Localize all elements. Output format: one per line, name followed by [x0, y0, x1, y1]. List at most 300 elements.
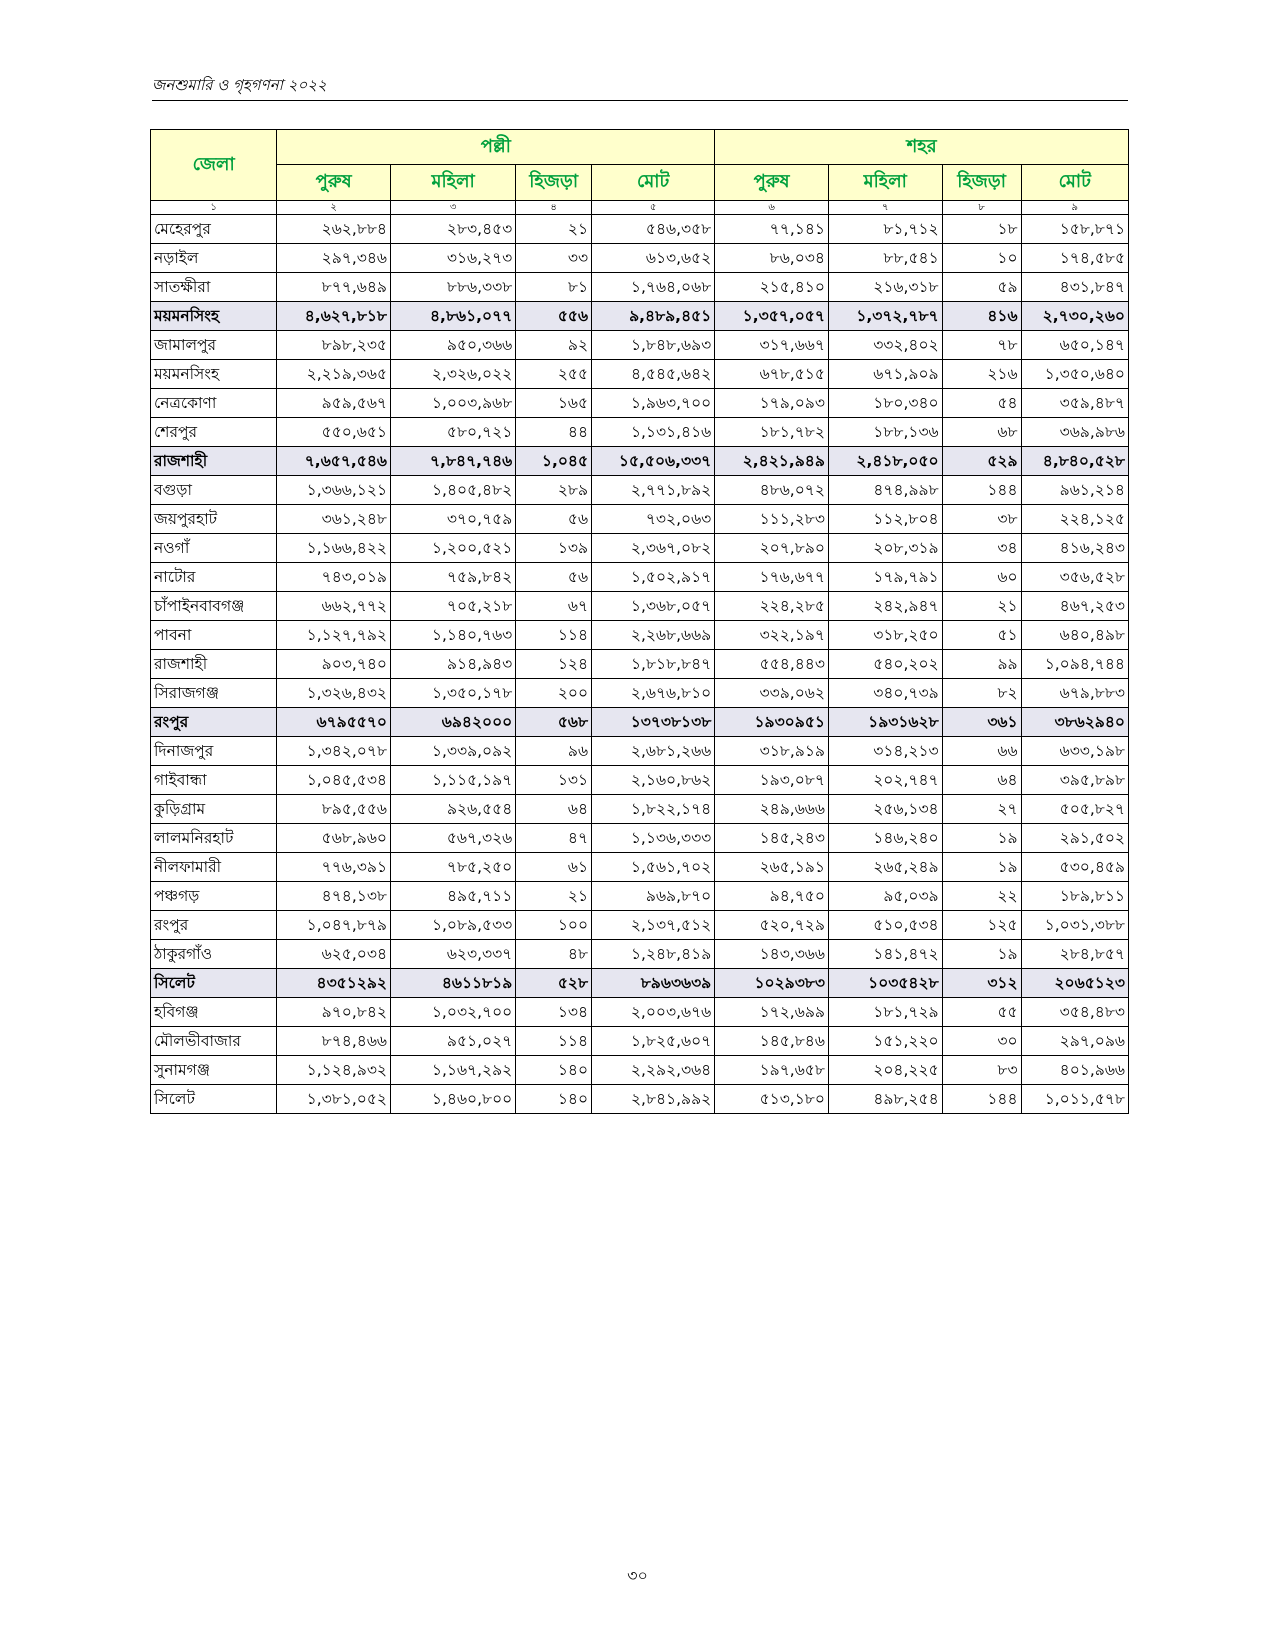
value-cell: ৯৬: [516, 737, 592, 766]
value-cell: ৮৮৬,৩৩৮: [391, 273, 516, 302]
value-cell: ১,২৪৮,৪১৯: [592, 940, 715, 969]
value-cell: ২,১৩৭,৫১২: [592, 911, 715, 940]
value-cell: ৭,৮৪৭,৭৪৬: [391, 447, 516, 476]
value-cell: ৮৯৬৩৬৩৯: [592, 969, 715, 998]
district-name: নীলফামারী: [151, 853, 277, 882]
district-name: লালমনিরহাট: [151, 824, 277, 853]
value-cell: ৩১২: [942, 969, 1021, 998]
value-cell: ২০৮,৩১৯: [828, 534, 942, 563]
value-cell: ১৭৪,৫৮৫: [1021, 244, 1128, 273]
district-name: নাটোর: [151, 563, 277, 592]
district-row: [151, 592, 1129, 621]
value-cell: ১৪০: [516, 1056, 592, 1085]
value-cell: ২,১৬০,৮৬২: [592, 766, 715, 795]
district-row: [151, 360, 1129, 389]
value-cell: ১৮১,৭৮২: [715, 418, 829, 447]
value-cell: ২২৪,১২৫: [1021, 505, 1128, 534]
value-cell: ১১১,২৮৩: [715, 505, 829, 534]
value-cell: ১,৩৩৯,০৯২: [391, 737, 516, 766]
value-cell: ২,৪১৮,০৫০: [828, 447, 942, 476]
district-row: [151, 766, 1129, 795]
value-cell: ২৬২,৮৮৪: [277, 215, 391, 244]
value-cell: ১,০৮৯,৫৩৩: [391, 911, 516, 940]
value-cell: ৫৫: [942, 998, 1021, 1027]
column-number: ৫: [592, 201, 715, 215]
value-cell: ১৪৫,২৪৩: [715, 824, 829, 853]
division-row: [151, 969, 1129, 998]
value-cell: ৭৮: [942, 331, 1021, 360]
value-cell: ২,৮৪১,৯৯২: [592, 1085, 715, 1114]
value-cell: ৬৬২,৭৭২: [277, 592, 391, 621]
value-cell: ১,১১৫,১৯৭: [391, 766, 516, 795]
column-number-row: [151, 201, 1129, 215]
value-cell: ১৪৫,৮৪৬: [715, 1027, 829, 1056]
value-cell: ৪৯৫,৭১১: [391, 882, 516, 911]
col-header-rural-hijra: হিজড়া: [516, 165, 592, 201]
value-cell: ৯৫০,৩৬৬: [391, 331, 516, 360]
column-number: ৮: [942, 201, 1021, 215]
district-row: [151, 244, 1129, 273]
value-cell: ২,৩২৬,০২২: [391, 360, 516, 389]
value-cell: ২,৬৮১,২৬৬: [592, 737, 715, 766]
value-cell: ১,০১১,৫৭৮: [1021, 1085, 1128, 1114]
value-cell: ১১৪: [516, 1027, 592, 1056]
value-cell: ১৯৩,০৮৭: [715, 766, 829, 795]
value-cell: ১৪৪: [942, 1085, 1021, 1114]
value-cell: ১১৪: [516, 621, 592, 650]
value-cell: ৪,৬২৭,৮১৮: [277, 302, 391, 331]
value-cell: ১৮০,৩৪০: [828, 389, 942, 418]
value-cell: ১,০৪৫: [516, 447, 592, 476]
value-cell: ১,৫৬১,৭০২: [592, 853, 715, 882]
value-cell: ৩৬১: [942, 708, 1021, 737]
col-header-urban-total: মোট: [1021, 165, 1128, 201]
division-row: [151, 708, 1129, 737]
value-cell: ৯৪,৭৫০: [715, 882, 829, 911]
district-name: নেত্রকোণা: [151, 389, 277, 418]
value-cell: ৮৭৪,৪৬৬: [277, 1027, 391, 1056]
district-name: পঞ্চগড়: [151, 882, 277, 911]
value-cell: ৯৯: [942, 650, 1021, 679]
value-cell: ৩৮: [942, 505, 1021, 534]
col-header-urban-male: পুরুষ: [715, 165, 829, 201]
value-cell: ৬২৫,০৩৪: [277, 940, 391, 969]
column-number: ৪: [516, 201, 592, 215]
district-row: [151, 911, 1129, 940]
value-cell: ৬৩৩,১৯৮: [1021, 737, 1128, 766]
col-header-rural-male: পুরুষ: [277, 165, 391, 201]
value-cell: ২৯৭,৩৪৬: [277, 244, 391, 273]
value-cell: ৬৫০,১৪৭: [1021, 331, 1128, 360]
district-row: [151, 1085, 1129, 1114]
value-cell: ৫৬: [516, 563, 592, 592]
value-cell: ৩৩৯,০৬২: [715, 679, 829, 708]
column-number: ৯: [1021, 201, 1128, 215]
value-cell: ২১৬,৩১৮: [828, 273, 942, 302]
value-cell: ১০৩৫৪২৮: [828, 969, 942, 998]
value-cell: ১০০: [516, 911, 592, 940]
value-cell: ৫৫৪,৪৪৩: [715, 650, 829, 679]
value-cell: ১,১২৭,৭৯২: [277, 621, 391, 650]
value-cell: ৫৬৭,৩২৬: [391, 824, 516, 853]
value-cell: ১,৫০২,৯১৭: [592, 563, 715, 592]
value-cell: ৩৩: [516, 244, 592, 273]
value-cell: ২১৬: [942, 360, 1021, 389]
district-name: ময়মনসিংহ: [151, 360, 277, 389]
district-row: [151, 331, 1129, 360]
district-name: মৌলভীবাজার: [151, 1027, 277, 1056]
value-cell: ১,৮১৮,৮৪৭: [592, 650, 715, 679]
value-cell: ২৫৬,১৩৪: [828, 795, 942, 824]
column-number: ২: [277, 201, 391, 215]
value-cell: ৪,৮৪০,৫২৮: [1021, 447, 1128, 476]
value-cell: ১৯: [942, 824, 1021, 853]
value-cell: ৩২২,১৯৭: [715, 621, 829, 650]
district-row: [151, 621, 1129, 650]
value-cell: ৯৬১,২১৪: [1021, 476, 1128, 505]
value-cell: ১,১৩৬,৩৩৩: [592, 824, 715, 853]
value-cell: ৩৪০,৭৩৯: [828, 679, 942, 708]
value-cell: ৬৭৯৫৫৭০: [277, 708, 391, 737]
value-cell: ৮৭৭,৬৪৯: [277, 273, 391, 302]
value-cell: ৪৭৪,৯৯৮: [828, 476, 942, 505]
value-cell: ১৫১,২২০: [828, 1027, 942, 1056]
value-cell: ৫৬: [516, 505, 592, 534]
value-cell: ৪৩১,৮৪৭: [1021, 273, 1128, 302]
group-header-rural: পল্লী: [277, 130, 715, 165]
value-cell: ৩৫৪,৪৮৩: [1021, 998, 1128, 1027]
value-cell: ৬২৩,৩৩৭: [391, 940, 516, 969]
value-cell: ২১৫,৪১০: [715, 273, 829, 302]
value-cell: ৬০: [942, 563, 1021, 592]
value-cell: ২৫৫: [516, 360, 592, 389]
value-cell: ৫২০,৭২৯: [715, 911, 829, 940]
division-name: রাজশাহী: [151, 447, 277, 476]
district-header: জেলা: [151, 130, 277, 201]
value-cell: ২,২৯২,৩৬৪: [592, 1056, 715, 1085]
value-cell: ১,০৪৭,৮৭৯: [277, 911, 391, 940]
value-cell: ১৯৭,৬৫৮: [715, 1056, 829, 1085]
value-cell: ৬৭: [516, 592, 592, 621]
district-row: [151, 505, 1129, 534]
district-row: [151, 1027, 1129, 1056]
value-cell: ৪৬১১৮১৯: [391, 969, 516, 998]
value-cell: ৯৬৯,৮৭০: [592, 882, 715, 911]
value-cell: ১,৮৪৮,৬৯৩: [592, 331, 715, 360]
value-cell: ১৭৬,৬৭৭: [715, 563, 829, 592]
value-cell: ৪৩৫১২৯২: [277, 969, 391, 998]
value-cell: ৩৫৯,৪৮৭: [1021, 389, 1128, 418]
value-cell: ২৪২,৯৪৭: [828, 592, 942, 621]
value-cell: ২৬৫,২৪৯: [828, 853, 942, 882]
value-cell: ৮৯৫,৫৫৬: [277, 795, 391, 824]
district-name: শেরপুর: [151, 418, 277, 447]
header-rule: [152, 100, 1128, 101]
district-name: রংপুর: [151, 911, 277, 940]
value-cell: ৮১: [516, 273, 592, 302]
value-cell: ১,৭৬৪,০৬৮: [592, 273, 715, 302]
value-cell: ১৭৯,০৯৩: [715, 389, 829, 418]
district-name: গাইবান্ধা: [151, 766, 277, 795]
value-cell: ৬১: [516, 853, 592, 882]
value-cell: ৬১৩,৬৫২: [592, 244, 715, 273]
value-cell: ৩১৮,২৫০: [828, 621, 942, 650]
division-name: সিলেট: [151, 969, 277, 998]
value-cell: ৭,৬৫৭,৫৪৬: [277, 447, 391, 476]
value-cell: ৫২৯: [942, 447, 1021, 476]
value-cell: ১৯৩১৬২৮: [828, 708, 942, 737]
value-cell: ১,৩৪২,০৭৮: [277, 737, 391, 766]
value-cell: ৭৮৫,২৫০: [391, 853, 516, 882]
district-row: [151, 824, 1129, 853]
division-name: ময়মনসিংহ: [151, 302, 277, 331]
value-cell: ১৮১,৭২৯: [828, 998, 942, 1027]
value-cell: ৭৫৯,৮৪২: [391, 563, 516, 592]
value-cell: ৫১: [942, 621, 1021, 650]
value-cell: ৯১৪,৯৪৩: [391, 650, 516, 679]
value-cell: ৪১৬,২৪৩: [1021, 534, 1128, 563]
district-name: চাঁপাইনবাবগঞ্জ: [151, 592, 277, 621]
value-cell: ৩৩২,৪০২: [828, 331, 942, 360]
value-cell: ১,৪৬০,৮০০: [391, 1085, 516, 1114]
value-cell: ১,৩৭২,৭৮৭: [828, 302, 942, 331]
value-cell: ১৪১,৪৭২: [828, 940, 942, 969]
value-cell: ৯৫৯,৫৬৭: [277, 389, 391, 418]
value-cell: ৪৮৬,০৭২: [715, 476, 829, 505]
district-row: [151, 737, 1129, 766]
value-cell: ৩৫৬,৫২৮: [1021, 563, 1128, 592]
value-cell: ৩০: [942, 1027, 1021, 1056]
value-cell: ৮২: [942, 679, 1021, 708]
value-cell: ৫৩০,৪৫৯: [1021, 853, 1128, 882]
district-name: পাবনা: [151, 621, 277, 650]
value-cell: ১,০০৩,৯৬৮: [391, 389, 516, 418]
value-cell: ১৩৯: [516, 534, 592, 563]
value-cell: ১,৩৮১,০৫২: [277, 1085, 391, 1114]
group-header-urban: শহর: [715, 130, 1129, 165]
value-cell: ২৪৯,৬৬৬: [715, 795, 829, 824]
value-cell: ২২৪,২৮৫: [715, 592, 829, 621]
district-name: নওগাঁ: [151, 534, 277, 563]
column-number: ৭: [828, 201, 942, 215]
value-cell: ২,৪২১,৯৪৯: [715, 447, 829, 476]
value-cell: ৫৬৮: [516, 708, 592, 737]
value-cell: ২৯১,৫০২: [1021, 824, 1128, 853]
value-cell: ১০২৯৩৮৩: [715, 969, 829, 998]
value-cell: ১,০৪৫,৫৩৪: [277, 766, 391, 795]
value-cell: ৩১৬,২৭৩: [391, 244, 516, 273]
value-cell: ৫৫০,৬৫১: [277, 418, 391, 447]
value-cell: ২৬৫,১৯১: [715, 853, 829, 882]
value-cell: ১৯: [942, 940, 1021, 969]
value-cell: ৪৪: [516, 418, 592, 447]
district-row: [151, 389, 1129, 418]
value-cell: ৬৭৯,৮৮৩: [1021, 679, 1128, 708]
district-row: [151, 215, 1129, 244]
value-cell: ৬৯৪২০০০: [391, 708, 516, 737]
value-cell: ২৯৭,০৯৬: [1021, 1027, 1128, 1056]
value-cell: ১৭৯,৭৯১: [828, 563, 942, 592]
value-cell: ১,১৪০,৭৬৩: [391, 621, 516, 650]
value-cell: ২,৬৭৬,৮১০: [592, 679, 715, 708]
district-row: [151, 534, 1129, 563]
value-cell: ১৪০: [516, 1085, 592, 1114]
value-cell: ৫৪০,২০২: [828, 650, 942, 679]
value-cell: ২,০০৩,৬৭৬: [592, 998, 715, 1027]
value-cell: ২০০: [516, 679, 592, 708]
value-cell: ৩৮৬২৯৪০: [1021, 708, 1128, 737]
value-cell: ৫২৮: [516, 969, 592, 998]
value-cell: ৩৪: [942, 534, 1021, 563]
value-cell: ৭৭৬,৩৯১: [277, 853, 391, 882]
division-name: রংপুর: [151, 708, 277, 737]
district-name: দিনাজপুর: [151, 737, 277, 766]
value-cell: ২১: [516, 882, 592, 911]
value-cell: ১৪৪: [942, 476, 1021, 505]
value-cell: ৫৯: [942, 273, 1021, 302]
district-name: সিরাজগঞ্জ: [151, 679, 277, 708]
value-cell: ২১: [942, 592, 1021, 621]
value-cell: ২,৭৩০,২৬০: [1021, 302, 1128, 331]
value-cell: ২২: [942, 882, 1021, 911]
district-name: মেহেরপুর: [151, 215, 277, 244]
value-cell: ৪৯৮,২৫৪: [828, 1085, 942, 1114]
value-cell: ৫৮০,৭২১: [391, 418, 516, 447]
district-row: [151, 940, 1129, 969]
value-cell: ৯,৪৮৯,৪৫১: [592, 302, 715, 331]
district-name: নড়াইল: [151, 244, 277, 273]
value-cell: ৫৫৬: [516, 302, 592, 331]
value-cell: ৫৪: [942, 389, 1021, 418]
value-cell: ৯০৩,৭৪০: [277, 650, 391, 679]
value-cell: ২০৭,৮৯০: [715, 534, 829, 563]
district-row: [151, 1056, 1129, 1085]
column-number: ৩: [391, 201, 516, 215]
col-header-urban-hijra: হিজড়া: [942, 165, 1021, 201]
value-cell: ১১২,৮০৪: [828, 505, 942, 534]
value-cell: ১,২০০,৫২১: [391, 534, 516, 563]
value-cell: ৪১৬: [942, 302, 1021, 331]
division-row: [151, 302, 1129, 331]
value-cell: ১৯: [942, 853, 1021, 882]
value-cell: ৩৯৫,৮৯৮: [1021, 766, 1128, 795]
value-cell: ১,১২৪,৯৩২: [277, 1056, 391, 1085]
value-cell: ৩১৮,৯১৯: [715, 737, 829, 766]
value-cell: ২০২,৭৪৭: [828, 766, 942, 795]
district-name: কুড়িগ্রাম: [151, 795, 277, 824]
district-row: [151, 882, 1129, 911]
value-cell: ২৮৪,৮৫৭: [1021, 940, 1128, 969]
value-cell: ১৫৮,৮৭১: [1021, 215, 1128, 244]
value-cell: ১,৮২২,১৭৪: [592, 795, 715, 824]
value-cell: ২,২১৯,৩৬৫: [277, 360, 391, 389]
value-cell: ১৩৭৩৮১৩৮: [592, 708, 715, 737]
value-cell: ২৮৩,৪৫৩: [391, 215, 516, 244]
value-cell: ৭৩২,০৬৩: [592, 505, 715, 534]
value-cell: ১,৪০৫,৪৮২: [391, 476, 516, 505]
district-row: [151, 795, 1129, 824]
value-cell: ১৭২,৬৯৯: [715, 998, 829, 1027]
district-name: সাতক্ষীরা: [151, 273, 277, 302]
district-name: ঠাকুরগাঁও: [151, 940, 277, 969]
value-cell: ৮৩: [942, 1056, 1021, 1085]
table-body: [151, 215, 1129, 1114]
value-cell: ১০: [942, 244, 1021, 273]
col-header-rural-female: মহিলা: [391, 165, 516, 201]
district-name: জামালপুর: [151, 331, 277, 360]
value-cell: ২,৩৬৭,০৮২: [592, 534, 715, 563]
value-cell: ৪৭: [516, 824, 592, 853]
value-cell: ৫৪৬,৩৫৮: [592, 215, 715, 244]
value-cell: ৭৪৩,০১৯: [277, 563, 391, 592]
value-cell: ১৮৮,১৩৬: [828, 418, 942, 447]
district-row: [151, 418, 1129, 447]
district-row: [151, 998, 1129, 1027]
value-cell: ১৫,৫০৬,৩৩৭: [592, 447, 715, 476]
value-cell: ১৮: [942, 215, 1021, 244]
value-cell: ১৪৬,২৪০: [828, 824, 942, 853]
value-cell: ৫১০,৫৩৪: [828, 911, 942, 940]
col-header-rural-total: মোট: [592, 165, 715, 201]
district-name: বগুড়া: [151, 476, 277, 505]
district-row: [151, 476, 1129, 505]
value-cell: ৫০৫,৮২৭: [1021, 795, 1128, 824]
value-cell: ৬৭১,৯০৯: [828, 360, 942, 389]
district-row: [151, 853, 1129, 882]
value-cell: ৪৬৭,২৫৩: [1021, 592, 1128, 621]
value-cell: ১,১৩১,৪১৬: [592, 418, 715, 447]
district-name: সুনামগঞ্জ: [151, 1056, 277, 1085]
value-cell: ১,১৬৬,৪২২: [277, 534, 391, 563]
value-cell: ১,৩৫০,৬৪০: [1021, 360, 1128, 389]
value-cell: ২,৭৭১,৮৯২: [592, 476, 715, 505]
value-cell: ২০৬৫১২৩: [1021, 969, 1128, 998]
value-cell: ১৬৫: [516, 389, 592, 418]
value-cell: ৪,৮৬১,০৭৭: [391, 302, 516, 331]
value-cell: ৬৪: [942, 766, 1021, 795]
district-row: [151, 273, 1129, 302]
value-cell: ৩৬১,২৪৮: [277, 505, 391, 534]
value-cell: ১৩১: [516, 766, 592, 795]
value-cell: ১,৩২৬,৪৩২: [277, 679, 391, 708]
col-header-urban-female: মহিলা: [828, 165, 942, 201]
value-cell: ১,৩৫৭,০৫৭: [715, 302, 829, 331]
value-cell: ৮১,৭১২: [828, 215, 942, 244]
page-header-title: জনশুমারি ও গৃহগণনা ২০২২: [152, 76, 327, 94]
value-cell: ৯২: [516, 331, 592, 360]
value-cell: ৪৮: [516, 940, 592, 969]
value-cell: ৬৮: [942, 418, 1021, 447]
value-cell: ২০৪,২২৫: [828, 1056, 942, 1085]
value-cell: ৭৭,১৪১: [715, 215, 829, 244]
value-cell: ১,৩৫০,১৭৮: [391, 679, 516, 708]
district-name: জয়পুরহাট: [151, 505, 277, 534]
district-row: [151, 563, 1129, 592]
value-cell: ১,০৩১,৩৮৮: [1021, 911, 1128, 940]
value-cell: ১,৩৬৬,১২১: [277, 476, 391, 505]
column-number: ৬: [715, 201, 829, 215]
district-name: রাজশাহী: [151, 650, 277, 679]
value-cell: ৩৭০,৭৫৯: [391, 505, 516, 534]
page-number: ৩০: [627, 1566, 648, 1585]
column-number: ১: [151, 201, 277, 215]
census-table: [150, 129, 1129, 1114]
value-cell: ১,৩৬৮,০৫৭: [592, 592, 715, 621]
value-cell: ৯৫১,০২৭: [391, 1027, 516, 1056]
value-cell: ১২৪: [516, 650, 592, 679]
value-cell: ১,০৩২,৭০০: [391, 998, 516, 1027]
value-cell: ১৮৯,৮১১: [1021, 882, 1128, 911]
